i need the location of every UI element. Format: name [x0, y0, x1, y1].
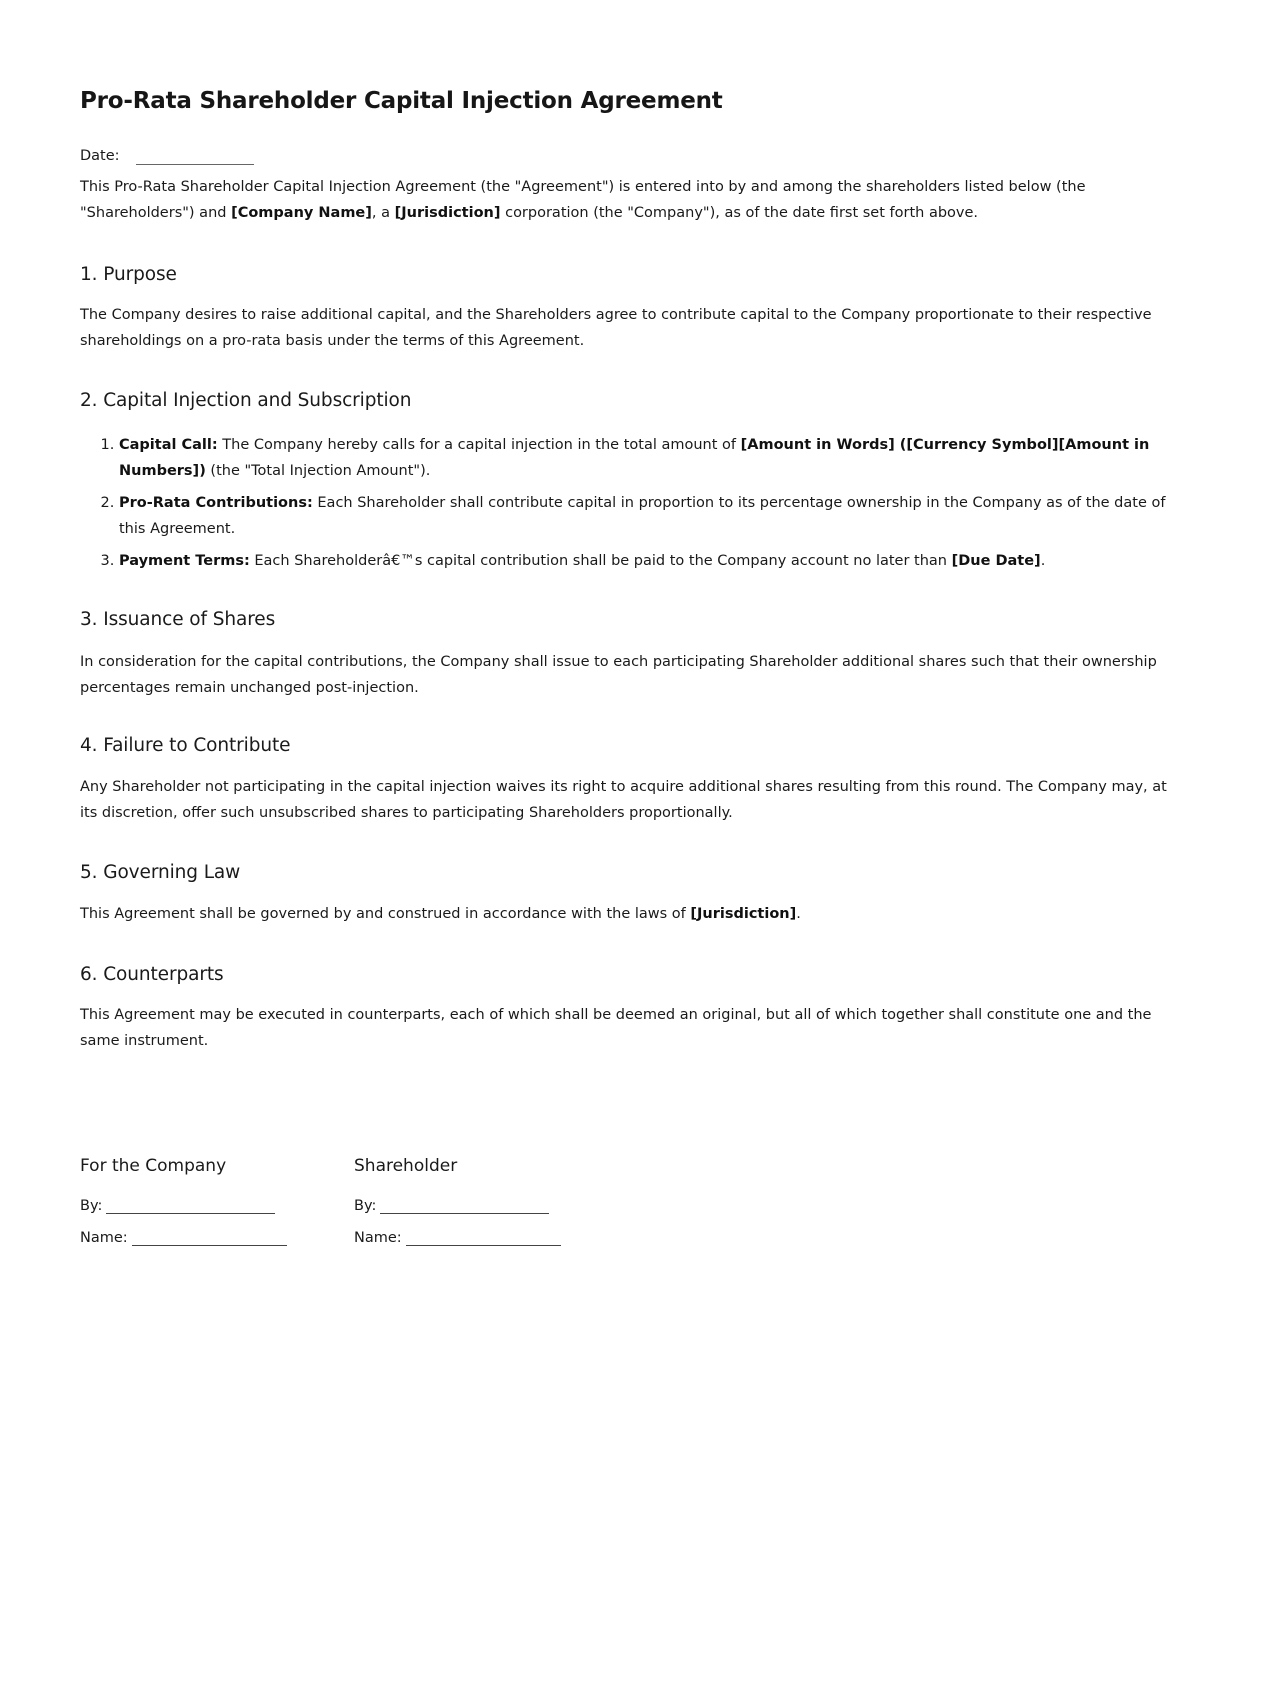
intro-text-1: This Pro-Rata Shareholder Capital Injection Agreement (the "Agreement") is entered into by and among the shareholders listed below (the "Shareholders") and [80, 179, 1086, 221]
signature-block-company [80, 1156, 360, 1262]
jurisdiction-placeholder: [Jurisdiction] [690, 906, 797, 922]
section-governing-law [80, 862, 1175, 883]
section-counterparts-body [80, 1003, 1175, 1054]
page-cutoff [0, 1274, 1263, 1683]
section-heading: 4. Failure to Contribute [80, 735, 291, 756]
section-heading: 3. Issuance of Shares [80, 609, 276, 630]
intro-text-2: , a [371, 204, 395, 221]
item-text: Each Shareholderâ€™s capital contribution shall be paid to the Company account no later than [249, 553, 952, 569]
signature-block-shareholder [354, 1156, 634, 1262]
item-label: Payment Terms: [119, 553, 250, 569]
section-heading: 2. Capital Injection and Subscription [80, 390, 412, 411]
document-title: Pro-Rata Shareholder Capital Injection Agreement [80, 88, 723, 114]
section-body: Any Shareholder not participating in the capital injection waives its right to acquire additional shares resulting from this round. The Company may, at its discretion, offer such unsubscribed shares to participating Shareholders proportionally. [80, 779, 1167, 821]
section-body: This Agreement may be executed in counterparts, each of which shall be deemed an original, but all of which together shall constitute one and the same instrument. [80, 1007, 1152, 1049]
signature-name-line [354, 1230, 634, 1246]
section-text: This Agreement shall be governed by and construed in accordance with the laws of [80, 906, 691, 922]
signature-blank [406, 1231, 561, 1246]
signature-heading: For the Company [80, 1156, 227, 1176]
section-failure-body [80, 775, 1175, 826]
section-purpose-body [80, 303, 1175, 354]
item-text: Each Shareholder shall contribute capital in proportion to its percentage ownership in the Company as of the date of this Agreement. [119, 495, 1166, 537]
section-issuance [80, 609, 1175, 630]
section-body: In consideration for the capital contributions, the Company shall issue to each participating Shareholder additional shares such that their ownership percentages remain unchanged post-injection. [80, 654, 1157, 696]
signature-name-line [80, 1230, 360, 1246]
jurisdiction-placeholder: [Jurisdiction] [394, 204, 501, 221]
section-text: . [796, 906, 801, 922]
date-label: Date: [80, 147, 120, 164]
item-text: . [1040, 553, 1046, 569]
list-item [119, 549, 1175, 575]
section-purpose [80, 264, 1175, 285]
signature-blank [380, 1199, 549, 1214]
item-text: The Company hereby calls for a capital injection in the total amount of [217, 437, 741, 453]
company-name-placeholder: [Company Name] [231, 204, 372, 221]
section-body: The Company desires to raise additional capital, and the Shareholders agree to contribute capital to the Company proportionate to their respective shareholdings on a pro-rata basis under the terms of this Agreement. [80, 307, 1152, 349]
item-label: Pro-Rata Contributions: [119, 495, 313, 511]
section-heading: 1. Purpose [80, 264, 177, 285]
section-capital-injection [80, 390, 1175, 411]
intro-text-3: corporation (the "Company"), as of the date first set forth above. [500, 204, 979, 221]
signature-by-line [354, 1198, 634, 1214]
signature-by-line [80, 1198, 360, 1214]
list-item [119, 433, 1175, 484]
section-heading: 6. Counterparts [80, 964, 224, 985]
section-issuance-body [80, 650, 1175, 701]
signature-by-label: By: [354, 1198, 377, 1214]
capital-injection-list [80, 433, 1175, 582]
date-blank-line [136, 146, 254, 165]
signature-blank [132, 1231, 287, 1246]
section-heading: 5. Governing Law [80, 862, 241, 883]
item-label: Capital Call: [119, 437, 218, 453]
due-date-placeholder: [Due Date] [951, 553, 1041, 569]
signature-name-label: Name: [80, 1230, 128, 1246]
intro-paragraph [80, 175, 1175, 226]
list-item [119, 491, 1175, 542]
section-counterparts [80, 964, 1175, 985]
signature-blank [106, 1199, 275, 1214]
signature-name-label: Name: [354, 1230, 402, 1246]
item-text: (the "Total Injection Amount"). [205, 462, 431, 479]
amount-placeholder: [Amount in Words] ([Currency Symbol][Amount in Numbers]) [119, 437, 1150, 479]
signature-heading: Shareholder [354, 1156, 458, 1176]
date-row [80, 146, 254, 165]
section-failure [80, 735, 1175, 756]
section-governing-law-body [80, 902, 1175, 928]
signature-by-label: By: [80, 1198, 103, 1214]
